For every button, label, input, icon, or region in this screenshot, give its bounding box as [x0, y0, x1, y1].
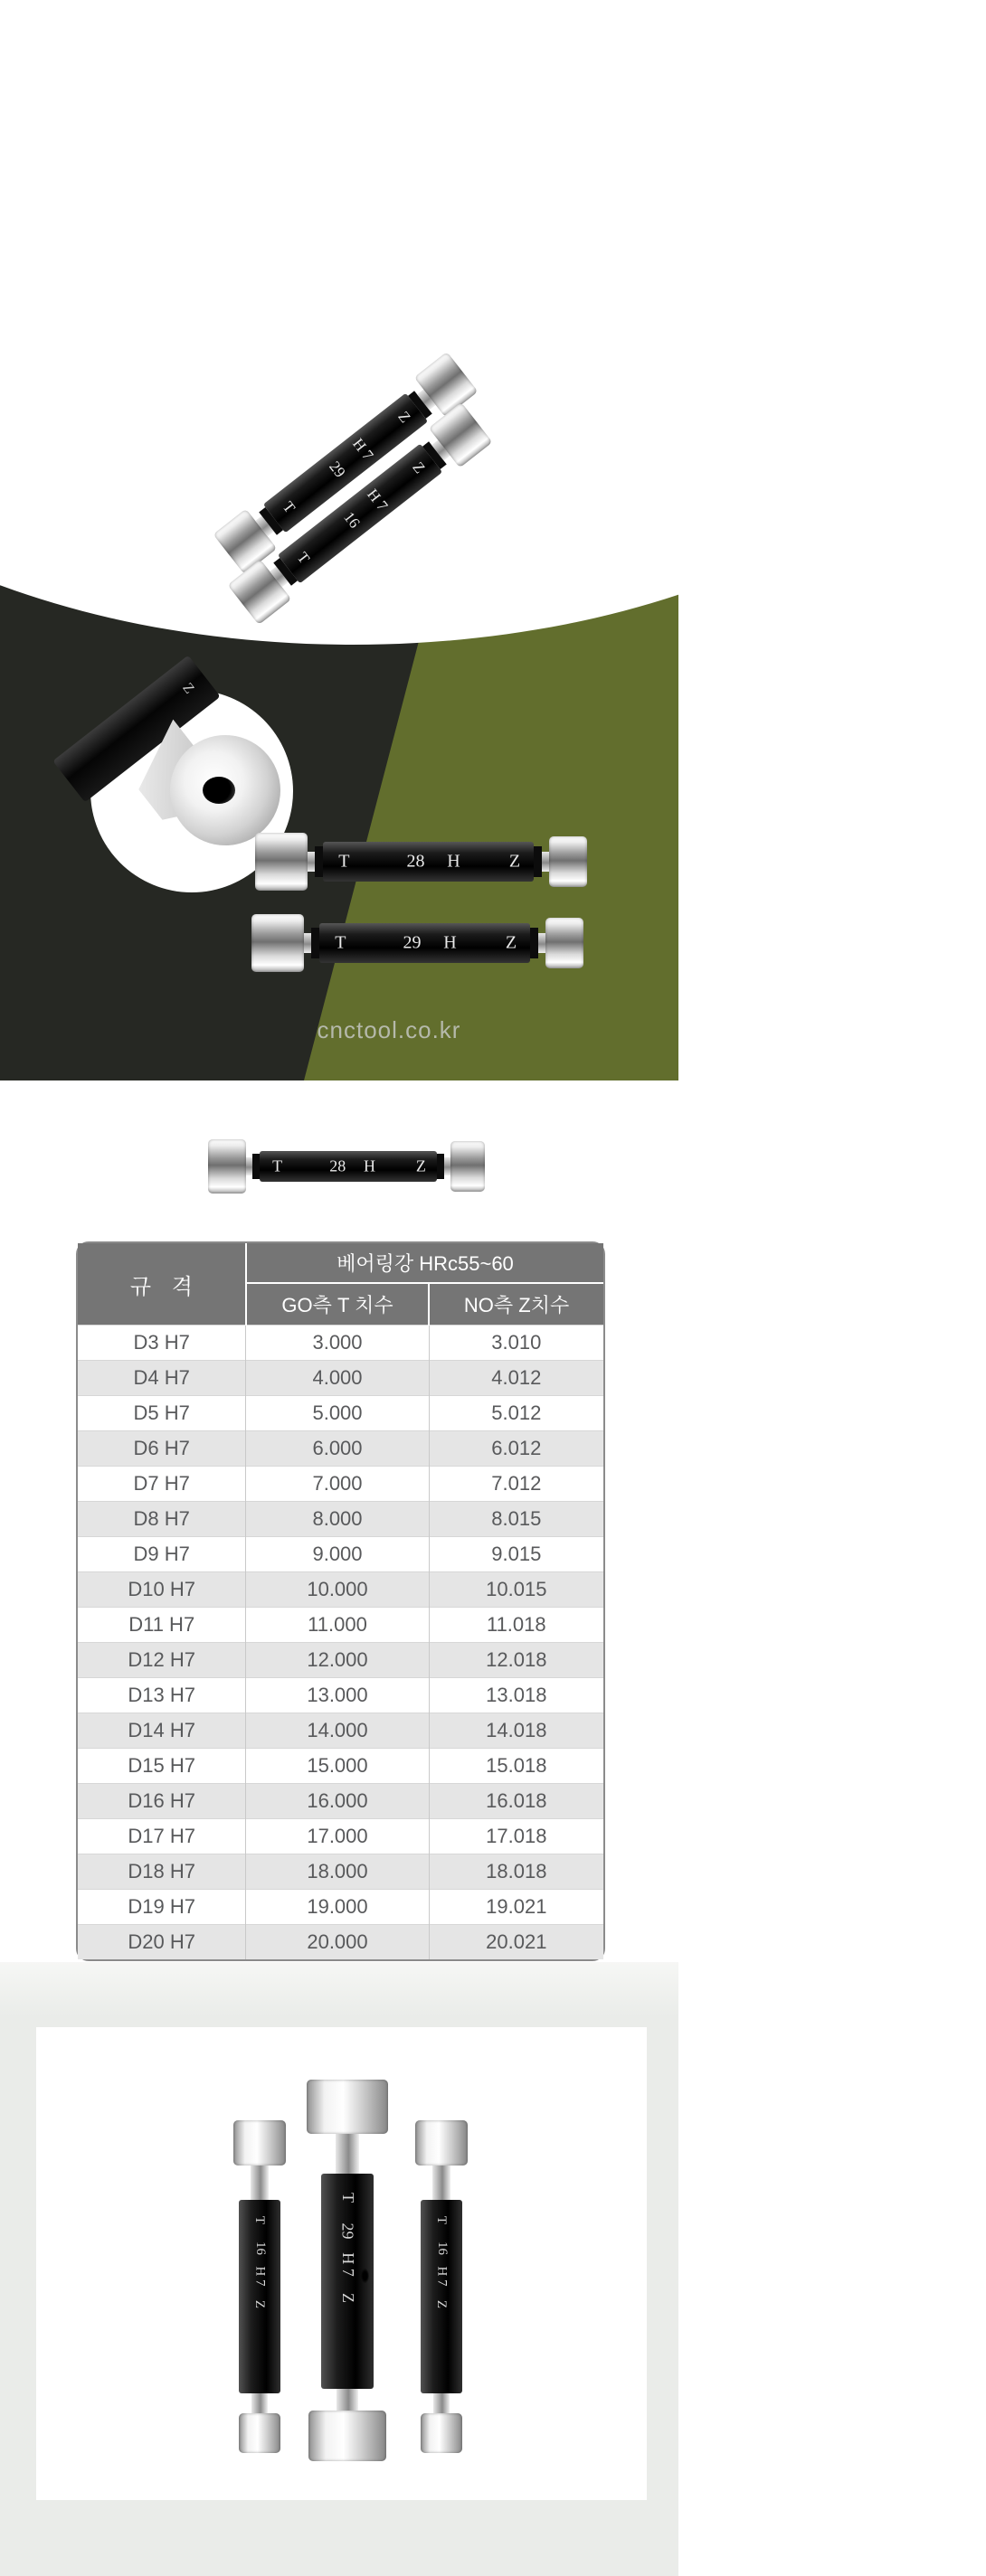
- gauge-mark-t: T: [293, 549, 314, 567]
- gauge-mark-z: Z: [338, 2293, 357, 2303]
- vertical-gauge-right: [415, 2120, 468, 2453]
- cell-no-value: 16.018: [429, 1784, 603, 1819]
- cell-go-value: 7.000: [246, 1467, 429, 1502]
- gauge-mark-h: H: [443, 932, 457, 953]
- cell-no-value: 17.018: [429, 1819, 603, 1854]
- gauge-mark-h: H 7: [364, 486, 392, 514]
- table-row: [78, 1784, 603, 1819]
- gauge-mark-h: H 7: [338, 2252, 357, 2277]
- cell-go-value: 19.000: [246, 1890, 429, 1925]
- table-row: [78, 1678, 603, 1713]
- cell-spec: D8 H7: [78, 1502, 246, 1537]
- watermark-text: cnctool.co.kr: [317, 1016, 461, 1043]
- table-row: [78, 1608, 603, 1643]
- gauge-collar: [530, 928, 538, 958]
- gauge-mark-h: H 7: [252, 2266, 268, 2287]
- cell-spec: D15 H7: [78, 1749, 246, 1784]
- gauge-mark-size: 29: [403, 932, 422, 953]
- gauge-body: [323, 842, 534, 882]
- gauge-end-cap: [307, 2080, 388, 2134]
- gauge-shaft: [336, 2134, 359, 2174]
- gauge-mark-z: Z: [434, 2299, 450, 2309]
- spec-table-body: [78, 1326, 603, 1960]
- cell-no-value: 4.012: [429, 1361, 603, 1396]
- cell-spec: D20 H7: [78, 1925, 246, 1960]
- cell-spec: D13 H7: [78, 1678, 246, 1713]
- gauge-mark-z: Z: [508, 851, 521, 872]
- gallery-card: [36, 2027, 647, 2500]
- cell-no-value: 10.015: [429, 1572, 603, 1608]
- photo-section: [0, 344, 678, 1080]
- cell-spec: D9 H7: [78, 1537, 246, 1572]
- single-gauge-28: [208, 1139, 485, 1194]
- gauge-body: [260, 1151, 437, 1182]
- table-row: [78, 1396, 603, 1431]
- cell-spec: D18 H7: [78, 1854, 246, 1890]
- gauge-end-cap: [450, 1141, 485, 1192]
- cell-spec: D12 H7: [78, 1643, 246, 1678]
- horizontal-gauge-28: [255, 833, 587, 891]
- header-spec: 규 격: [78, 1243, 246, 1326]
- gauge-collar: [315, 846, 323, 877]
- table-row: [78, 1431, 603, 1467]
- cell-go-value: 15.000: [246, 1749, 429, 1784]
- table-row: [78, 1537, 603, 1572]
- gauge-shaft: [433, 2393, 450, 2413]
- cell-no-value: 14.018: [429, 1713, 603, 1749]
- gauge-base-cap: [308, 2411, 386, 2461]
- cell-go-value: 18.000: [246, 1854, 429, 1890]
- gauge-shaft: [542, 852, 549, 872]
- cell-go-value: 8.000: [246, 1502, 429, 1537]
- cell-go-value: 17.000: [246, 1819, 429, 1854]
- gauge-body: [421, 2200, 462, 2393]
- gauge-shaft: [538, 933, 545, 953]
- cell-no-value: 20.021: [429, 1925, 603, 1960]
- table-row: [78, 1572, 603, 1608]
- vertical-gauge-left: [233, 2120, 286, 2453]
- footer-gallery-section: [0, 1962, 678, 2576]
- gauge-collar: [534, 846, 542, 877]
- table-row: [78, 1749, 603, 1784]
- gauge-mark-t: T: [338, 2193, 357, 2203]
- cell-spec: D6 H7: [78, 1431, 246, 1467]
- table-row: [78, 1467, 603, 1502]
- cell-spec: D17 H7: [78, 1819, 246, 1854]
- gauge-mark-h: H: [447, 851, 460, 872]
- gauge-shaft: [432, 2166, 450, 2200]
- cell-no-value: 12.018: [429, 1643, 603, 1678]
- cell-spec: D16 H7: [78, 1784, 246, 1819]
- gauge-end-cap: [255, 833, 308, 891]
- table-row: [78, 1643, 603, 1678]
- cell-go-value: 10.000: [246, 1572, 429, 1608]
- cell-no-value: 8.015: [429, 1502, 603, 1537]
- cell-spec: D5 H7: [78, 1396, 246, 1431]
- cell-go-value: 14.000: [246, 1713, 429, 1749]
- gauge-mark-z: Z: [252, 2299, 268, 2309]
- table-row: [78, 1925, 603, 1960]
- gauge-collar: [311, 928, 319, 958]
- gauge-body: [321, 2174, 374, 2389]
- cell-no-value: 7.012: [429, 1467, 603, 1502]
- gauge-mark-z: Z: [394, 408, 414, 427]
- gauge-end-cap: [251, 914, 304, 972]
- cell-go-value: 9.000: [246, 1537, 429, 1572]
- gauge-mark-h: H 7: [349, 435, 377, 464]
- table-row: [78, 1890, 603, 1925]
- table-row: [78, 1361, 603, 1396]
- cell-no-value: 15.018: [429, 1749, 603, 1784]
- gauge-mark-size: 16: [340, 508, 364, 532]
- cell-spec: D4 H7: [78, 1361, 246, 1396]
- closeup-center-dot: [203, 777, 235, 804]
- gauge-mark-size: 28: [329, 1156, 346, 1175]
- cell-go-value: 5.000: [246, 1396, 429, 1431]
- header-no-dimension: NO측 Z치수: [429, 1283, 603, 1326]
- cell-no-value: 11.018: [429, 1608, 603, 1643]
- gauge-shaft: [246, 1157, 252, 1175]
- gauge-mark-size: 29: [326, 458, 349, 481]
- gauge-mark-t: T: [279, 498, 299, 516]
- gauge-mark-h: H 7: [434, 2266, 450, 2287]
- cell-spec: D10 H7: [78, 1572, 246, 1608]
- closeup-mark-z: Z: [179, 680, 197, 697]
- cell-no-value: 9.015: [429, 1537, 603, 1572]
- gauge-mark-t: T: [252, 2215, 268, 2225]
- gauge-mark-t: T: [335, 932, 346, 953]
- white-ellipse-background: [0, 0, 986, 645]
- cell-no-value: 19.021: [429, 1890, 603, 1925]
- gauge-end-cap: [545, 918, 583, 968]
- gauge-mark-size: 28: [406, 851, 425, 872]
- cell-spec: D7 H7: [78, 1467, 246, 1502]
- cell-no-value: 6.012: [429, 1431, 603, 1467]
- cell-go-value: 6.000: [246, 1431, 429, 1467]
- gauge-collar: [252, 1154, 260, 1179]
- gauge-mark-size: 29: [338, 2222, 357, 2240]
- spec-section: [0, 1080, 678, 1962]
- closeup-cap-face: [170, 735, 280, 845]
- cell-go-value: 3.000: [246, 1326, 429, 1361]
- gauge-mark-size: 16: [434, 2241, 450, 2255]
- table-row: [78, 1502, 603, 1537]
- gauge-shaft: [308, 852, 315, 872]
- vertical-gauge-middle: [307, 2080, 388, 2461]
- header-go-dimension: GO측 T 치수: [246, 1283, 429, 1326]
- gauge-base-cap: [421, 2413, 462, 2453]
- gauge-mark-z: Z: [505, 932, 517, 953]
- gauge-body: [239, 2200, 280, 2393]
- header-material: 베어링강 HRc55~60: [246, 1243, 603, 1283]
- spec-table: [76, 1241, 605, 1961]
- gauge-end-cap: [233, 2120, 286, 2166]
- cell-go-value: 20.000: [246, 1925, 429, 1960]
- cell-spec: D11 H7: [78, 1608, 246, 1643]
- gauge-mark-t: T: [434, 2215, 450, 2225]
- gauge-mark-h: H: [364, 1156, 376, 1175]
- cell-go-value: 13.000: [246, 1678, 429, 1713]
- cell-go-value: 12.000: [246, 1643, 429, 1678]
- gauge-shaft: [337, 2389, 358, 2411]
- cell-spec: D3 H7: [78, 1326, 246, 1361]
- cell-no-value: 13.018: [429, 1678, 603, 1713]
- cell-go-value: 4.000: [246, 1361, 429, 1396]
- spec-table-header: [78, 1243, 603, 1326]
- gauge-body: [319, 923, 530, 963]
- gauge-mark-z: Z: [409, 458, 429, 477]
- gauge-end-cap: [415, 2120, 468, 2166]
- gauge-shaft: [304, 933, 311, 953]
- cell-spec: D14 H7: [78, 1713, 246, 1749]
- table-row: [78, 1819, 603, 1854]
- gauge-shaft: [251, 2166, 269, 2200]
- cell-no-value: 5.012: [429, 1396, 603, 1431]
- horizontal-gauge-29: [251, 914, 583, 972]
- cell-go-value: 16.000: [246, 1784, 429, 1819]
- gauge-base-cap: [239, 2413, 280, 2453]
- gauge-hole: [361, 2269, 369, 2283]
- gauge-mark-t: T: [272, 1156, 283, 1175]
- table-row: [78, 1854, 603, 1890]
- table-row: [78, 1326, 603, 1361]
- gauge-collar: [437, 1154, 444, 1179]
- gauge-mark-size: 16: [252, 2241, 268, 2255]
- gauge-mark-t: T: [338, 851, 350, 872]
- gauge-shaft: [251, 2393, 268, 2413]
- cell-no-value: 18.018: [429, 1854, 603, 1890]
- gauge-end-cap: [549, 836, 587, 887]
- table-row: [78, 1713, 603, 1749]
- cell-no-value: 3.010: [429, 1326, 603, 1361]
- gauge-mark-z: Z: [415, 1156, 426, 1175]
- gauge-shaft: [444, 1157, 450, 1175]
- gauge-end-cap: [208, 1139, 246, 1194]
- cell-go-value: 11.000: [246, 1608, 429, 1643]
- cell-spec: D19 H7: [78, 1890, 246, 1925]
